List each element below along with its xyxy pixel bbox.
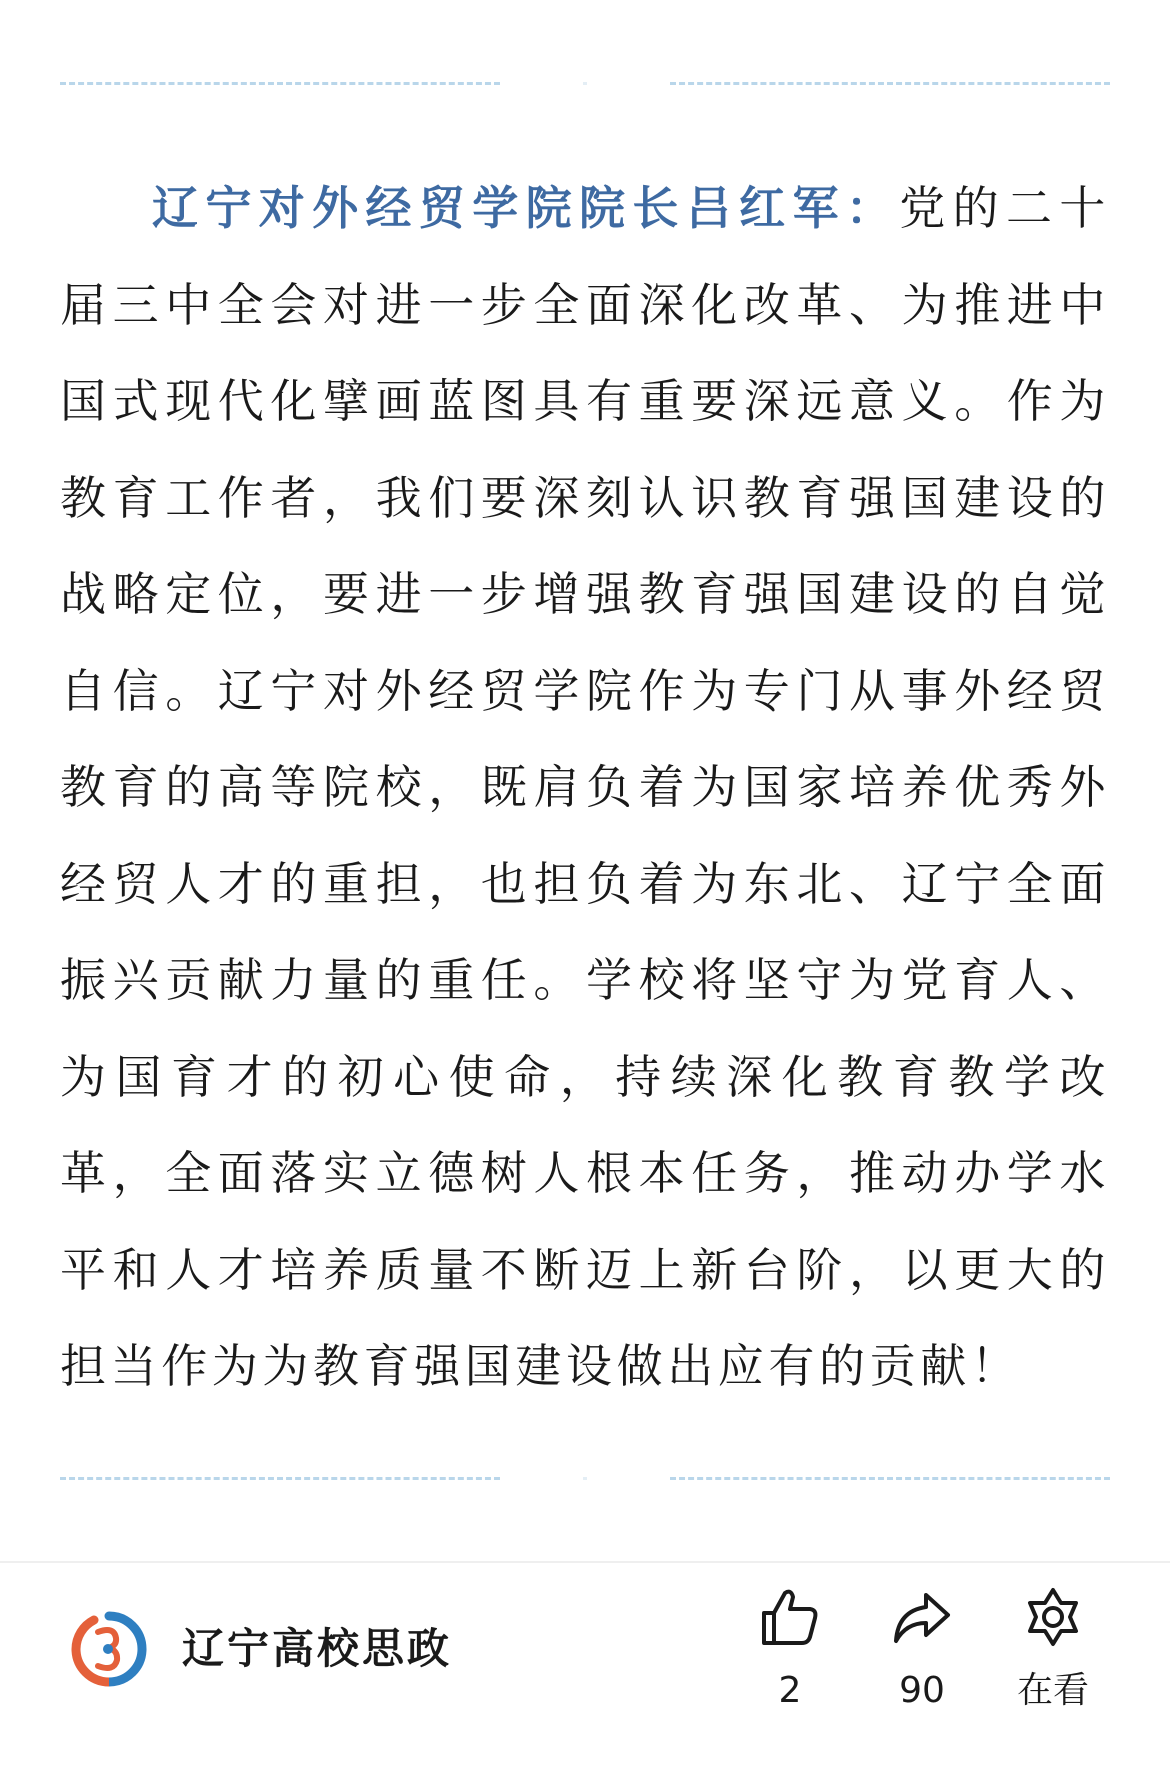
share-arrow-icon — [890, 1585, 954, 1649]
like-button[interactable] — [735, 1585, 845, 1711]
watching-flower-icon — [1021, 1585, 1085, 1649]
divider-segment-right — [670, 82, 1110, 85]
article-body: 党的二十届三中全会对进一步全面深化改革、为推进中国式现代化擘画蓝图具有重要深远意义。作为教育工作者，我们要深刻认识教育强国建设的战略定位，要进一步增强教育强国建设的自觉自信。辽宁对外经贸学院作为专门从事外经贸教育的高等院校，既肩负着为国家培养优秀外经贸人才的重担，也担负着为东北、辽宁全面振兴贡献力量的重任。学校将坚守为党育人、为国育才的初心使命，持续深化教育教学改革，全面落实立德树人根本任务，推动办学水平和人才培养质量不断迈上新台阶，以更大的担当作为为教育强国建设做出应有的贡献！ — [60, 181, 1110, 1393]
watching-label: 在看 — [1016, 1670, 1089, 1711]
article-paragraph — [60, 160, 1110, 1415]
article-footer-bar — [0, 1563, 1170, 1772]
like-count: 2 — [778, 1670, 802, 1711]
account-name[interactable]: 辽宁高校思政 — [182, 1624, 453, 1673]
divider-segment-right — [670, 1477, 1110, 1480]
thumbs-up-icon — [758, 1585, 822, 1649]
divider-segment-left — [60, 82, 500, 85]
divider-segment-left — [60, 1477, 500, 1480]
divider-dot — [583, 82, 587, 85]
top-divider — [60, 82, 1110, 85]
divider-dot — [583, 1477, 587, 1480]
share-count: 90 — [899, 1670, 945, 1711]
account-logo-icon[interactable] — [70, 1610, 148, 1688]
bottom-divider — [60, 1477, 1110, 1480]
watching-button[interactable] — [998, 1585, 1108, 1711]
share-button[interactable] — [867, 1585, 977, 1711]
article-lead: 辽宁对外经贸学院院长吕红军： — [152, 181, 900, 235]
